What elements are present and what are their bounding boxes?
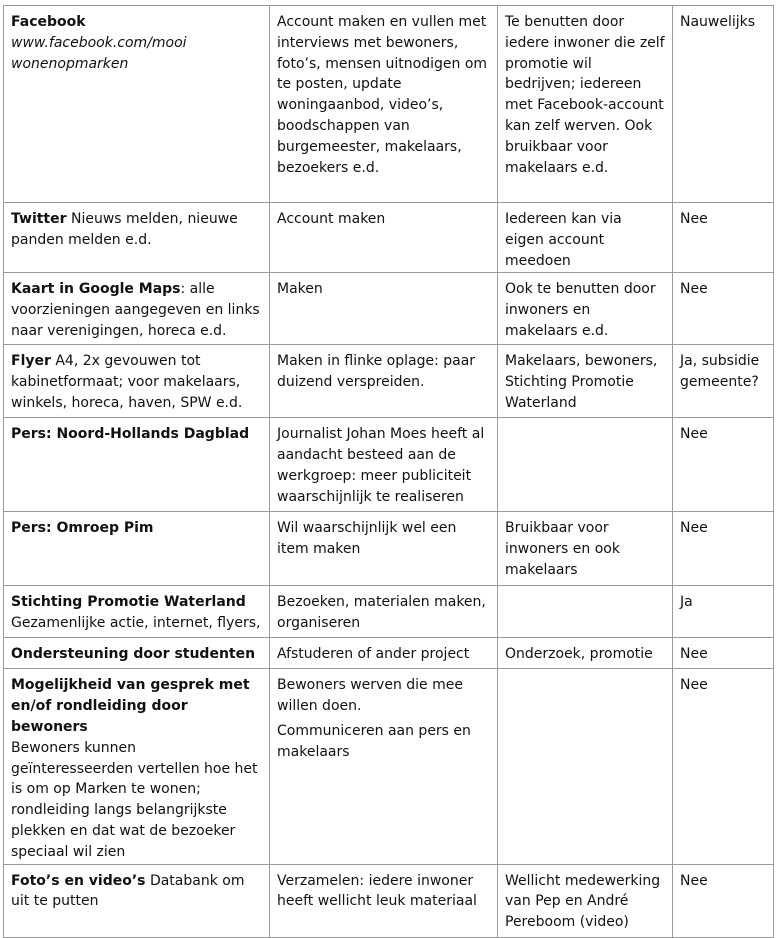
cell-cost: Nee [673, 418, 774, 512]
cell-channel [4, 273, 270, 345]
cell-channel [4, 864, 270, 937]
cell-action: Account maken [270, 203, 498, 273]
cell-usage: Te benutten door iedere inwoner die zelf promotie wil bedrijven; iedereen met Facebook-account kan zelf werven. Ook bruikbaar voor makelaars e.d. [498, 6, 673, 203]
cell-usage: Iedereen kan via eigen account meedoen [498, 203, 673, 273]
table-row [4, 273, 774, 345]
cell-usage: Ook te benutten door inwoners en makelaars e.d. [498, 273, 673, 345]
cell-action: Verzamelen: iedere inwoner heeft wellicht leuk materiaal [270, 864, 498, 937]
channel-text: : alle voorzieningen aangegeven en links naar verenigingen, horeca e.d. [11, 281, 260, 339]
cell-channel [4, 638, 270, 669]
table-row [4, 6, 774, 203]
channel-title: Stichting Promotie Waterland [11, 594, 246, 611]
channel-title: Mogelijkheid van gesprek met en/of rondleiding door bewoners [11, 677, 250, 735]
cell-action [270, 669, 498, 864]
table-row [4, 512, 774, 586]
cell-cost: Nee [673, 638, 774, 669]
channel-title: Pers: Noord-Hollands Dagblad [11, 426, 250, 443]
cell-usage [498, 669, 673, 864]
cell-cost: Nee [673, 669, 774, 864]
cell-action: Maken [270, 273, 498, 345]
cell-cost: Nee [673, 864, 774, 937]
cell-channel [4, 418, 270, 512]
cell-usage [498, 586, 673, 638]
cell-cost: Ja [673, 586, 774, 638]
cell-usage: Makelaars, bewoners, Stichting Promotie Waterland [498, 345, 673, 418]
table-row [4, 864, 774, 937]
channel-title: Twitter [11, 211, 67, 227]
channel-text: Databank om uit te putten [11, 872, 245, 910]
channel-title: Kaart in Google Maps [11, 281, 181, 298]
channel-title: Flyer [11, 353, 51, 370]
cell-action: Account maken en vullen met interviews met bewoners, foto’s, mensen uitnodigen om te posten, update woningaanbod, video’s, boodschappen van burgemeester, makelaars, bezoekers e.d. [270, 6, 498, 203]
cell-action: Maken in flinke oplage: paar duizend verspreiden. [270, 345, 498, 418]
cell-usage: Bruikbaar voor inwoners en ook makelaars [498, 512, 673, 586]
cell-action: Afstuderen of ander project [270, 638, 498, 669]
cell-usage: Onderzoek, promotie [498, 638, 673, 669]
table-row [4, 203, 774, 273]
table-row [4, 418, 774, 512]
channel-title: Facebook [11, 14, 86, 30]
cell-cost: Nee [673, 512, 774, 586]
channel-text: Gezamenlijke actie, internet, flyers, [11, 615, 261, 632]
channel-title: Ondersteuning door studenten [11, 646, 256, 663]
channel-text: A4, 2x gevouwen tot kabinetformaat; voor makelaars, winkels, horeca, haven, SPW e.d. [11, 353, 243, 411]
channel-text: Bewoners kunnen geïnteresseerden vertellen hoe het is om op Marken te wonen; rondleiding langs belangrijkste plekken en dat wat de bezoeker speciaal wil zien [11, 739, 258, 860]
table-row [4, 345, 774, 418]
cell-action: Wil waarschijnlijk wel een item maken [270, 512, 498, 586]
channel-url: www.facebook.com/mooi wonenopmarken [11, 34, 187, 72]
cell-action: Bezoeken, materialen maken, organiseren [270, 586, 498, 638]
table-row [4, 669, 774, 864]
channel-title: Foto’s en video’s [11, 872, 146, 889]
cell-channel [4, 669, 270, 864]
cell-cost: Nee [673, 203, 774, 273]
cell-action: Journalist Johan Moes heeft al aandacht besteed aan de werkgroep: meer publiciteit waarschijnlijk te realiseren [270, 418, 498, 512]
table-row [4, 638, 774, 669]
cell-usage: Wellicht medewerking van Pep en André Pereboom (video) [498, 864, 673, 937]
cell-usage [498, 418, 673, 512]
channel-title: Pers: Omroep Pim [11, 520, 154, 537]
table-row [4, 586, 774, 638]
cell-channel [4, 203, 270, 273]
channel-text: Nieuws melden, nieuwe panden melden e.d. [11, 211, 238, 248]
cell-cost: Nauwelijks [673, 6, 774, 203]
cell-cost: Nee [673, 273, 774, 345]
cell-channel [4, 6, 270, 203]
cell-channel [4, 586, 270, 638]
promotion-table [3, 5, 774, 938]
action-text-2: Communiceren aan pers en makelaars [277, 722, 471, 760]
action-text: Bewoners werven die mee willen doen. [277, 677, 463, 715]
cell-cost: Ja, subsidie gemeente? [673, 345, 774, 418]
cell-channel [4, 512, 270, 586]
cell-channel [4, 345, 270, 418]
